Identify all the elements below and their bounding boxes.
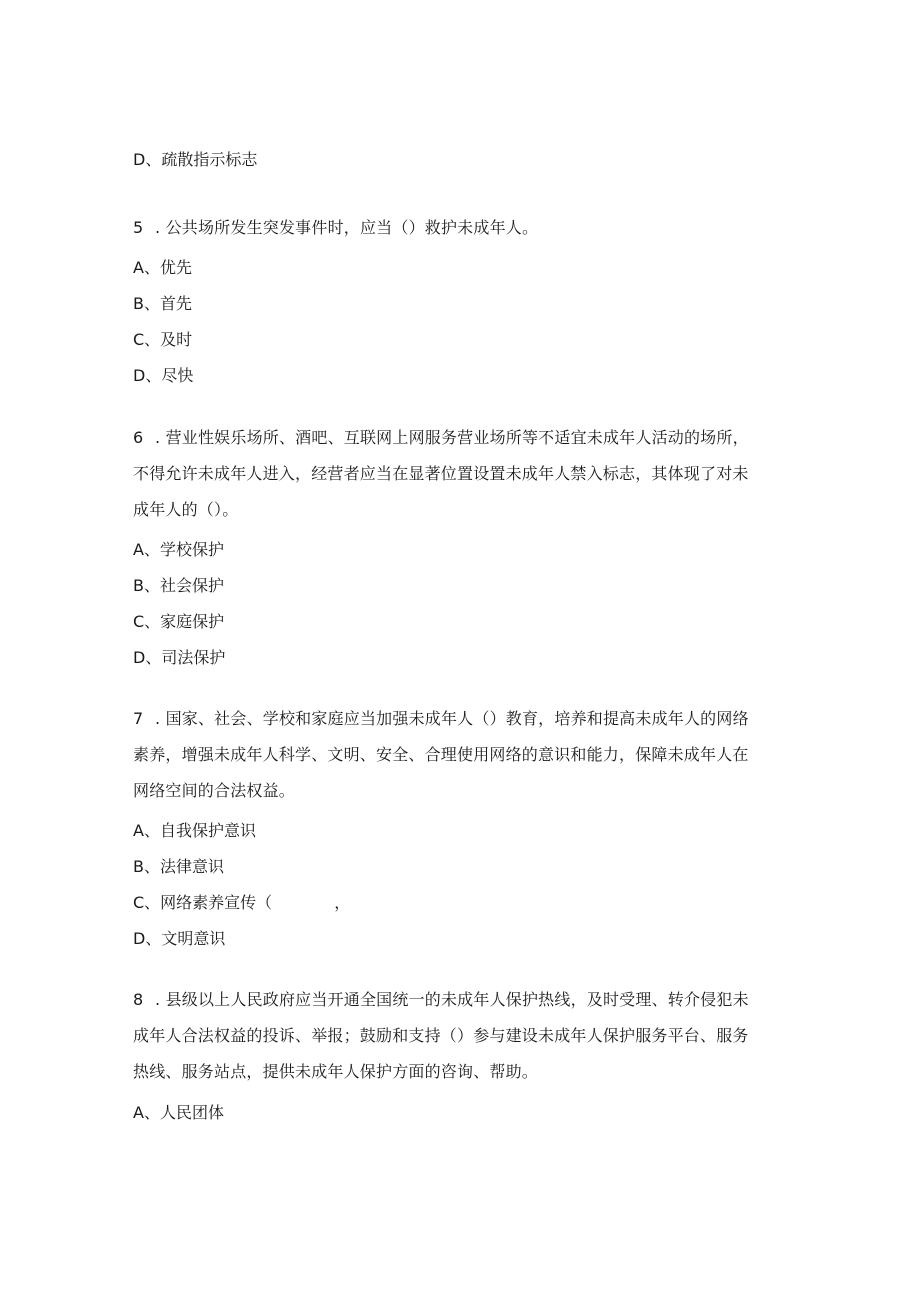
question-text-continued: 网络空间的合法权益。 [133, 781, 296, 800]
question-6 [133, 428, 749, 448]
question-8 [133, 990, 749, 1010]
option-d-previous: D、疏散指示标志 [133, 150, 258, 169]
q6-option-c: C、家庭保护 [133, 612, 225, 631]
q5-option-d: D、尽快 [133, 366, 194, 385]
q5-option-c: C、及时 [133, 330, 193, 349]
question-text: . 县级以上人民政府应当开通全国统一的未成年人保护热线，及时受理、转介侵犯未 [155, 990, 749, 1009]
question-text: . 公共场所发生突发事件时，应当（）救护未成年人。 [155, 218, 539, 237]
question-text: . 国家、社会、学校和家庭应当加强未成年人（）教育，培养和提高未成年人的网络 [155, 709, 749, 728]
q6-option-a: A、学校保护 [133, 540, 224, 559]
q7-option-d: D、文明意识 [133, 929, 226, 948]
q6-option-b: B、社会保护 [133, 576, 224, 595]
q8-option-a: A、人民团体 [133, 1103, 224, 1122]
question-text-continued: 成年人合法权益的投诉、举报；鼓励和支持（）参与建设未成年人保护服务平台、服务 [133, 1026, 749, 1045]
q5-option-b: B、首先 [133, 294, 192, 313]
q7-option-a: A、自我保护意识 [133, 821, 256, 840]
q5-option-a: A、优先 [133, 258, 192, 277]
question-text-continued: 热线、服务站点，提供未成年人保护方面的咨询、帮助。 [133, 1062, 539, 1081]
q6-option-d: D、司法保护 [133, 648, 226, 667]
q7-option-b: B、法律意识 [133, 857, 224, 876]
question-number: 6 [133, 428, 144, 447]
question-5 [133, 218, 538, 238]
question-number: 7 [133, 709, 144, 728]
option-text: C、网络素养宣传（ [133, 893, 273, 912]
question-7 [133, 709, 749, 729]
question-text: . 营业性娱乐场所、酒吧、互联网上网服务营业场所等不适宜未成年人活动的场所， [155, 428, 749, 447]
question-text-continued: 不得允许未成年人进入，经营者应当在显著位置设置未成年人禁入标志，其体现了对未 [133, 464, 749, 483]
question-text-continued: 成年人的（）。 [133, 500, 239, 519]
question-number: 5 [133, 218, 144, 237]
option-suffix: ， [334, 893, 351, 912]
question-number: 8 [133, 990, 144, 1009]
question-text-continued: 素养，增强未成年人科学、文明、安全、合理使用网络的意识和能力，保障未成年人在 [133, 745, 749, 764]
q7-option-c [133, 893, 350, 913]
